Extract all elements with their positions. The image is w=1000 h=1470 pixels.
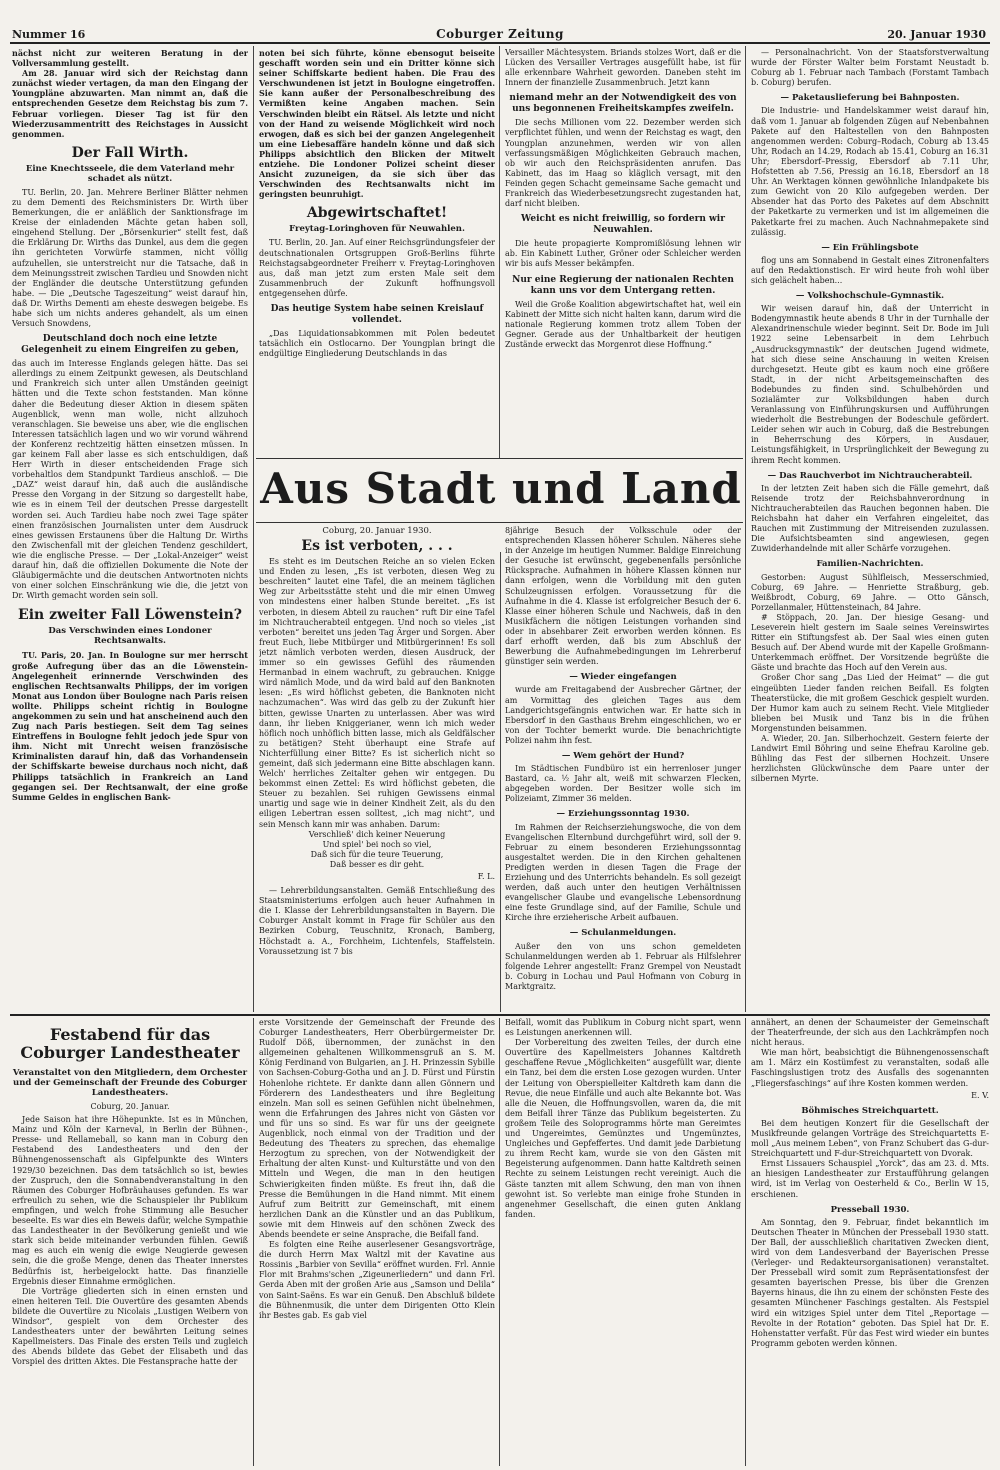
- article-text: Jede Saison hat ihre Höhepunkte. Ist es in München, Mainz und Köln der Karneval, in Berlin der Bühnen-, Presse- und Rellameball, so kann man in Coburg den Festabend des Landestheaters und den der Bühnengenossenschaft als Gipfelpunkte des Winters 1929/30 bezeichnen. Das dem tatsächlich so ist, bewies der Zuspruch, den die Sonnabendveranstaltung in den Räumen des Coburger Hofbräuhauses gefunden. Es war erfreulich zu sehen, wie die Schauspieler ihr Publikum empfingen, und welch frohe Stimmung alle Besucher beseelte. Es war dies ein Beweis dafür, welche Sympathie das Landestheater in der Bevölkerung genießt und wie stark sich beide miteinander verbunden fühlen. Gewiß mag es auch ein wenig die ewige Neugierde gewesen sein, die die große Menge, denen das Theater innerstes Bedürfnis ist, herbeigelockt hatte. Das finanzielle Ergebnis dieser Einnahme ermöglichen.: [12, 1115, 248, 1286]
- headline-wieder-eingefangen: — Wieder eingefangen: [569, 672, 677, 683]
- article-text: A. Wieder, 20. Jan. Silberhochzeit. Gestern feierte der Landwirt Emil Böhring und seine Ehefrau Karoline geb. Bühling das Fest der silbernen Hochzeit. Unsere herzlichsten Glückwünsche dem Paare unter der silbernen Myrte.: [751, 734, 989, 784]
- article-text: Großer Chor sang „Das Lied der Heimat“ — die gut eingeübten Lieder fanden reichen Beifall. Es folgten Theaterstücke, die mit großem Geschick gespielt wurden. Der Humor kam auch zu seinem Recht. Viele Mitglieder blieben bei Musik und Tanz bis in die frühen Morgenstunden beisammen.: [751, 673, 989, 733]
- article-text: Im Rahmen der Reichserziehungswoche, die von dem Evangelischen Elternbund durchgeführt wird, soll der 9. Februar zu einem besonderen Erziehungssonntag ausgestaltet werden. Die in den Kirchen gehaltenen Predigten werden in diesen Tagen die Frage der Erziehung und des Unterrichts behandeln. Es soll gezeigt werden, daß auch unter den heutigen Verhältnissen evangelischer Glaube und evangelische Lebensordnung eine feste Grundlage sind, auf der Familie, Schule und Kirche ihre erzieherische Arbeit aufbauen.: [505, 822, 741, 923]
- article-text: erste Vorsitzende der Gemeinschaft der Freunde des Coburger Landestheaters, Herr Oberbürgermeister Dr. Rudolf Döß, übernommen, der zunächst in den allgemeinen gehaltenen Willkommensgruß an S. M. König Ferdinand von Bulgarien, an J. H. Prinzessin Sybille von Sachsen-Coburg-Gotha und an J. D. Fürst und Fürstin Hohenlohe richtete. Er dankte dann allen Gönnern und Förderern des Landestheaters und ihre Begleitung einzeln. Man soll es seinen Gefühlen nicht übelnehmen, wenn die Erfahrungen des Jahres nicht von Gästen vor und für uns so sind. Es war für uns der geeignete Augenblick, noch einmal von der Tradition und der Bedeutung des Theaters zu sprechen, das ehemalige Herzogtum zu sprechen, von der Notwendigkeit der Erhaltung der alten Kunst- und Kulturstätte und von den Mitteln und Wegen, die man in den heutigen Schwierigkeiten finden müßte. Es freut ihn, daß die Presse die Bemühungen in die Hand nimmt. Mit einem Aufruf zum Beitritt zur Gemeinschaft, mit einem herzlichen Dank an die Künstler und an das Publikum, sowie mit dem Hinweis auf den schönen Zweck des Abends beendete er seine Ansprache, die Beifall fand.: [259, 1018, 495, 1239]
- article-text: 8jährige Besuch der Volksschule oder der entsprechenden Klassen höherer Schulen. Näheres siehe in der Anzeige im heutigen Nummer. Baldige Einreichung der Gesuche ist erwünscht, gegebenenfalls persönliche Rücksprache. Aufnahmen in höhere Klassen können nur dann erfolgen, wenn die Vorbildung mit den guten Schulzeugnissen erfolgen. Voraussetzung für die Aufnahme in die 4. Klasse ist erfolgreicher Besuch der 6. Klasse einer höheren Schule und Nachweis, daß in den Musikfächern die nötigen Leistungen vorhanden sind oder in absehbarer Zeit erworben werden können. Es darf erhofft werden, daß bis zum Abschluß der Bewerbung die Aufnahmebedingungen im Lehrerberuf günstiger sein werden.: [505, 526, 741, 667]
- bottom-section-rule: [10, 1014, 990, 1016]
- section-title-aus-stadt-und-land: Aus Stadt und Land: [260, 464, 742, 513]
- headline-volkshochschule: — Volkshochschule-Gymnastik.: [795, 291, 945, 302]
- article-text: Der Vorbereitung des zweiten Teiles, der durch eine Ouvertüre des Kapellmeisters Johannes Kaltdreth geschaffene Revue „Möglichkeiten“ ausgefüllt war, diente ein Tanz, bei dem die ersten Lose gezogen wurden. Unter der Leitung von Oberspielleiter Kaltdreth kam dann die Revue, die neue Einfälle und auch alte Bekannte bot. Was alle die Neuen, die Hoffnungsvollen, waren da, die mit dem Beifall ihrer Tänze das Publikum begeisterten. Zu großem Teile des Soloprogramms hörte man Gereimtes und Ungereimtes, Gemünztes und Ungemünztes, Ungleiches und Gepfeffertes. Und damit jede Darbietung zu ihrem Recht kam, wurde sie von den Gästen mit Begeisterung aufgenommen. Dann hatte Kaltdreth seinen Rechte zu seinem Leistungen recht vereinigt. Auch die Gäste tanzten mit allem Schwung, den man von ihnen gewohnt ist. So verlebte man einige frohe Stunden in angenehmer Gesellschaft, die einen guten Anklang fanden.: [505, 1038, 741, 1219]
- article-text: Wie man hört, beabsichtigt die Bühnengenossenschaft am 1. März ein Kostümfest zu veranstalten, sodaß alle Faschingslustigen trotz des Ausfalls des sogenannten „Fliegersfaschings“ auf ihre Kosten kommen werden.: [751, 1048, 989, 1088]
- column-rule: [499, 1018, 500, 1466]
- headline-loewenstein: Ein zweiter Fall Löwenstein?: [18, 607, 242, 624]
- headline-paketauslieferung: — Paketauslieferung bei Bahnposten.: [780, 93, 960, 104]
- bottom-column-1: [12, 1018, 248, 1466]
- article-text: TU. Berlin, 20. Jan. Auf einer Reichsgründungsfeier der deutschnationalen Ortsgruppen Groß-Berlins führte Reichstagsabgeordneter Freiherr v. Freytag-Loringhoven aus, daß man jetzt zum ersten Male seit dem Zusammenbruch der Zukunft hoffnungsvoll entgegensehen dürfe.: [259, 238, 495, 298]
- article-text: In der letzten Zeit haben sich die Fälle gemehrt, daß Reisende trotz der Reichsbahnverordnung in Nichtraucherabteilen das Rauchen begonnen haben. Die Reichsbahn hat daher ein Verfahren eingeleitet, das Rauchen mit Zustimmung der Mitreisenden zuzulassen. Die Aufsichtsbeamten sind angewiesen, gegen Zuwiderhandelnde mit aller Schärfe vorzugehen.: [751, 483, 989, 554]
- headline-fruehlingsbote: — Ein Frühlingsbote: [821, 242, 919, 253]
- article-text: — Personalnachricht. Von der Staatsforstverwaltung wurde der Förster Walter beim Forstamt Neustadt b. Coburg ab 1. Februar nach Tambach (Forstamt Tambach b. Coburg) berufen.: [751, 48, 989, 88]
- article-text: annähert, an denen der Schaumeister der Gemeinschaft der Theaterfreunde, der sich aus den Lachkrämpfen noch nicht heraus.: [751, 1018, 989, 1048]
- column-rule: [745, 46, 746, 1012]
- headline-schulanmeldungen: — Schulanmeldungen.: [569, 928, 677, 939]
- center-column-left: [259, 526, 495, 1010]
- article-text: Bei dem heutigen Konzert für die Gesellschaft der Musikfreunde gelangen Vorträge des Streichquartetts E-moll „Aus meinem Leben“, von Franz Schubert das G-dur-Streichquartett und F-dur-Streichquartett von Dvorak.: [751, 1118, 989, 1159]
- article-text: Versailler Mächtesystem. Briands stolzes Wort, daß er die Lücken des Versailler Vertrages ausgefüllt habe, ist für alle erkennbare Wahrheit geworden. Daneben steht im Innern der finanzielle Zusammenbruch. Jetzt kann: [505, 48, 741, 88]
- subheadline: Das Verschwinden eines Londoner Rechtsanwalts.: [48, 626, 212, 647]
- article-text: Im Städtischen Fundbüro ist ein herrenloser junger Bastard, ca. ½ Jahr alt, weiß mit schwarzen Flecken, abgegeben worden. Der Besitzer wolle sich im Polizeiamt, Zimmer 36 melden.: [505, 764, 741, 804]
- poem-line: Daß besser es dir geht.: [329, 859, 425, 869]
- headline-rauchverbot: — Das Rauchverbot im Nichtraucherabteil.: [767, 470, 973, 481]
- headline-familien-nachrichten: Familien-Nachrichten.: [816, 559, 924, 570]
- newspaper-title: Coburger Zeitung: [436, 27, 564, 41]
- bold-statement: niemand mehr an der Notwendigkeit des von uns begonnenen Freiheitskampfes zweifeln.: [509, 93, 737, 115]
- bold-statement: Das heutige System habe seinen Kreislauf vollendet.: [270, 303, 484, 325]
- page-header: [0, 20, 1000, 42]
- headline-streichquartett: Böhmisches Streichquartett.: [801, 1105, 939, 1116]
- article-text: nächst nicht zur weiteren Beratung in der Vollversammlung gestellt.: [12, 48, 248, 69]
- issue-number: Nummer 16: [12, 28, 86, 41]
- dateline: Coburg, 20. Januar.: [90, 1102, 170, 1111]
- headline-festabend: Festabend für das Coburger Landestheater: [20, 1025, 240, 1062]
- subheadline: Eine Knechtsseele, die dem Vaterland mehr schadet als nützt.: [25, 163, 235, 184]
- poem-line: Daß sich für die teure Teuerung,: [310, 849, 444, 859]
- article-text: — Lehrerbildungsanstalten. Gemäß Entschließung des Staatsministeriums erfolgen auch heuer Aufnahmen in die I. Klasse der Lehrerbildungsanstalten in Bayern. Die Coburger Anstalt kommt in Frage für Schüler aus den Bezirken Coburg, Teuschnitz, Kronach, Bamberg, Höchstadt a. A., Forchheim, Lichtenfels, Staffelstein. Voraussetzung ist 7 bis: [259, 886, 495, 956]
- headline-fall-wirth: Der Fall Wirth.: [71, 144, 189, 161]
- headline-abgewirtschaftet: Abgewirtschaftet!: [306, 205, 448, 222]
- header-rule: [10, 42, 990, 44]
- headline-wem-gehoert-der-hund: — Wem gehört der Hund?: [561, 750, 685, 761]
- column-1: [12, 48, 248, 1010]
- headline-es-ist-verboten: Es ist verboten, . . .: [301, 538, 453, 555]
- signature: F. L.: [477, 872, 495, 881]
- article-text: Ernst Lissauers Schauspiel „Yorck“, das am 23. d. Mts. an hiesigen Landestheater zur Erstaufführung gelangen wird, ist im Verlag von Oesterheld & Co., Berlin W 15, erschienen.: [751, 1159, 989, 1199]
- signature: E. V.: [971, 1090, 989, 1100]
- column-rule: [499, 46, 500, 458]
- article-text: Es folgten eine Reihe auserlesener Gesangsvorträge, die durch Herrn Max Waltzl mit der Kavatine aus Rossinis „Barbier von Sevilla“ eröffnet wurden. Frl. Annie Flor mit Brahms'schen „Zigeunerliedern“ und dann Frl. Gerda Aben mit der großen Arie aus „Samson und Delila“ von Saint-Saëns. Es war ein Genuß. Den Abschluß bildete die Bühnenmusik, die unter dem Dirigenten Otto Klein ihr Bestes gab. Es gab viel: [259, 1240, 495, 1320]
- poem-line: Verschließ' dich keiner Neuerung: [308, 829, 446, 839]
- article-text: Weil die Große Koalition abgewirtschaftet hat, weil ein Kabinett der Mitte sich nicht halten kann, darum wird die nationale Regierung kommen trotz allem Toben der Gegner. Gerade aus der Unhaltbarkeit der heutigen Zustände erweckt das Morgenrot diese Hoffnung.“: [505, 299, 741, 349]
- article-text: Es steht es im Deutschen Reiche an so vielen Ecken und Enden zu lesen, „Es ist verboten, diesen Weg zu beschreiten“ lautet eine Tafel, die an meinem täglichen Weg zur Arbeitsstätte steht und die mir einen Umweg von mindestens einer halben Stunde bereitet. „Es ist verboten, in diesem Abteil zu rauchen“ ruft Dir eine Tafel im Nichtraucherabteil entgegen. Und noch so vieles „ist verboten“ bereitet uns jeden Tag Ärger und Sorgen. Aber freut Euch, liebe Mitbürger und Mitbürgerinnen! Es soll jetzt nämlich verboten werden, diesen Ausdruck, der immer so ein gewisses Gefühl des räumenden Hermanbad in einem wachruft, zu gebrauchen. Knigge wird nämlich Mode, und da wird bald auf den Banknoten lesen: „Es wird höflichst gebeten, die Banknoten nicht nachzumachen“. Was wird das gelb zu der Zukunft hier bitten, gewisse Unarten zu unterlassen. Aber was wird dann, ihr lieben Kniggerianer, wenn ich mich weder höflich noch unhöflich bitten lasse, mich als Geldfälscher zu betätigen? Steht überhaupt eine Strafe auf Nichterfüllung einer Bitte? Es ist sicherlich nicht so gemeint, daß sich jedermann eine Bitte abschlagen kann. Welch' herrliches Zeitalter gehen wir entgegen. Du bekommst einen Zettel: Es wird höflichst gebeten, die Steuer zu bezahlen. Sei ruhigen Gewissens einmal unartig und sage wie in deiner Kindheit Zeit, als du den eiligen Lebertran essen solltest, „ich mag nicht“, und sein Mensch kann mir was anhaben. Darum:: [259, 557, 495, 829]
- subheadline: Freytag-Loringhoven für Neuwahlen.: [289, 224, 465, 235]
- article-text: Gestorben: August Sühlfleisch, Messerschmied, Coburg, 69 Jahre. — Henriette Straßburg, geb. Weißbrodt, Coburg, 69 Jahre. — Otto Gänsch, Porzellanmaler, Hüttensteinach, 84 Jahre.: [751, 572, 989, 612]
- issue-date: 20. Januar 1930: [887, 28, 986, 41]
- article-text: Die sechs Millionen vom 22. Dezember werden sich verpflichtet fühlen, und wenn der Reichstag es wagt, den Youngplan anzunehmen, werden wir von allen verfassungsmäßigen Möglichkeiten Gebrauch machen, ob wir auch den Reichspräsidenten anrufen. Das Kabinett, das im Haag so kläglich versagt, mit den Feinden gegen Schacht gemeinsame Sache gemacht und Frankreich das Wiederbesetzungsrecht zugestanden hat, darf nicht bleiben.: [505, 118, 741, 209]
- bottom-column-4: [751, 1018, 989, 1466]
- column-rule: [500, 552, 501, 1012]
- article-text: wurde am Freitagabend der Ausbrecher Gärtner, der am Vormittag des gleichen Tages aus dem Landgerichtsgefängnis entwichen war. Er hatte sich in Ebersdorf in den Gasthaus Brehm eingeschlichen, wo er von der Tochter bemerkt wurde. Die benachrichtigte Polizei nahm ihn fest.: [505, 685, 741, 745]
- bottom-column-3: [505, 1018, 741, 1466]
- article-text: Wir weisen darauf hin, daß der Unterricht in Bodengymnastik heute abends 8 Uhr in der Turnhalle der Alexandrinenschule wieder beginnt. Seit Dr. Bode im Juli 1922 seine Lebensarbeit in dem Lehrbuch „Ausdrucksgymnastik“ der deutschen Jugend widmete, hat sich diese seine Anschauung in weiten Kreisen durchgesetzt. Heute gibt es kaum noch eine größere Stadt, in der nicht Arbeitsgemeinschaften des Bodebundes zu finden sind. Schulbehörden und Sozialämter zur Volksbildungen haben durch Veranlassung von Einführungskursen und Aufführungen wiederholt die Bestrebungen der Bodeschule gefördert. Leider sehen wir auch in Coburg, daß die Bestrebungen in Beherrschung des Körpers, in Ausdauer, Leistungsfähigkeit, in Ursprünglichkeit der Bewegung zu ihrem Recht kommen.: [751, 304, 989, 465]
- center-column-right: [505, 526, 741, 1010]
- article-text: das auch im Interesse Englands gelegen hätte. Das sei allerdings zu einem Zeitpunkt gewesen, als Deutschland und Frankreich sich unter allen Umständen geeinigt hätten und die Texte schon feststanden. Man könne daher die Bedeutung dieser Aktion in diesem späten Augenblick, wenn man wolle, nicht allzuhoch veranschlagen. Sie beweise uns aber, wie die englischen Interessen tatsächlich lagen und wo wir vorund während der Konferenz rechtzeitig hätten einsetzen müssen. In gar keinem Fall aber lasse es sich entschuldigen, daß Herr Wirth in dieser entscheidenden Frage sich vorbehaltlos dem Standpunkt Tardieus anschloß. — Die „DAZ“ weist darauf hin, daß auch die ausländische Presse den Vorgang in der Sitzung so dargestellt habe, wie es in einem Teil der deutschen Presse dargestellt worden sei. Auch Tardieu habe noch zwei Tage später einen französischen Journalisten unter dem Ausdruck eines gewissen Erstaunens über die Haltung Dr. Wirths den Zwischenfall mit der gleichen Tendenz geschildert, wie die englische Presse. — Der „Lokal-Anzeiger“ weist darauf hin, daß die offiziellen Dokumente die Note der Gläubigermächte und die deutschen Antwortnoten nichts von einer solchen Einschränkung wie die, die jetzt von Dr. Wirth gemacht worden sein soll.: [12, 359, 248, 601]
- article-text: TU. Paris, 20. Jan. In Boulogne sur mer herrscht große Aufregung über das an die Löwenstein-Angelegenheit erinnernde Verschwinden des englischen Rechtsanwalts Philipps, der im vorigen Monat aus London über Boulogne nach Paris reisen wollte. Philipps scheint richtig in Boulogne angekommen zu sein und hat anscheinend auch den Zug nach Paris bestiegen. Seit dem Tag seines Eintreffens in Boulogne fehlt jedoch jede Spur von ihm. Nicht mit Unrecht weisen französische Kriminalisten darauf hin, daß das Vorhandensein der Schiffskarte beweise durchaus noch nicht, daß Philipps tatsächlich in Frankreich an Land gegangen sei. Der Rechtsanwalt, der eine große Summe Geldes in englischen Bank-: [12, 650, 248, 802]
- article-text: Außer den von uns schon gemeldeten Schulanmeldungen werden ab 1. Februar als Hilfslehrer folgende Lehrer angestellt: Franz Grempel von Neustadt b. Coburg in Lochau und Paul Hofmann von Coburg in Marktgraitz.: [505, 941, 741, 991]
- column-rule: [745, 1018, 746, 1466]
- article-text: noten bei sich führte, könne ebensogut beiseite geschafft worden sein und ein Dritter könne sich seiner Schiffskarte bedient haben. Die Frau des Verschwundenen ist jetzt in Boulogne eingetroffen. Sie kann außer der Personalbeschreibung des Vermißten keine Angaben machen. Sein Verschwinden bleibt ein Rätsel. Als letzte und nicht von der Hand zu weisende Möglichkeit wird noch erwogen, daß es sich bei der ganzen Angelegenheit um eine Liebesaffäre handeln könne und daß sich Philipps absichtlich den Blicken der Mitwelt entziehe. Die Londoner Polizei scheint dieser Ansicht zuzuneigen, da sie sich über das Verschwinden des Rechtsanwalts nicht im geringsten beunruhigt.: [259, 48, 495, 200]
- article-text: Am 28. Januar wird sich der Reichstag dann zunächst wieder vertagen, da man den Eingang der Youngpläne abzuwarten. Man nimmt an, daß die entsprechenden Gesetze dem Reichstag bis zum 7. Februar vorliegen. Dieser Tag ist für den Wiederzusammentritt des Reichstages in Aussicht genommen.: [12, 68, 248, 139]
- dateline: Coburg, 20. Januar 1930.: [322, 526, 432, 536]
- subheadline: Veranstaltet von den Mitgliedern, dem Orchester und der Gemeinschaft der Freunde des Coburger Landestheaters.: [12, 1068, 248, 1098]
- bold-statement: Deutschland doch noch eine letzte Gelegenheit zu einem Eingreifen zu geben,: [21, 334, 239, 356]
- section-rule: [256, 458, 743, 459]
- bold-statement: Weicht es nicht freiwillig, so fordern wir Neuwahlen.: [521, 214, 725, 236]
- article-text: Am Sonntag, den 9. Februar, findet bekanntlich im Deutschen Theater in München der Presseball 1930 statt. Der Ball, der ausschließlich charitativen Zwecken dient, wird von dem Landesverband der Bayerischen Presse (Verleger- und Redakteursorganisationen) veranstaltet. Der Presseball wird somit zum Repräsentationsfest der gesamten bayerischen Presse, bis über die Grenzen Bayerns hinaus, die ihn zu einem der schönsten Feste des gesamten Münchener Faschings gestalten. Als Festspiel wird ein witziges Spiel unter dem Titel „Reportage — Revolte in der Rotation“ geboten. Das Spiel hat Dr. E. Hohenstatter verfaßt. Für das Fest wird wieder ein buntes Programm geboten werden können.: [751, 1217, 989, 1348]
- bottom-column-2: [259, 1018, 495, 1466]
- article-text: Beifall, womit das Publikum in Coburg nicht spart, wenn es Leistungen anerkennen will.: [505, 1018, 741, 1038]
- article-text: Die heute propagierte Kompromißlösung lehnen wir ab. Ein Kabinett Luther, Gröner oder Schleicher werden wir bis aufs Messer bekämpfen.: [505, 239, 741, 269]
- bold-statement: Nur eine Regierung der nationalen Rechten kann uns vor dem Untergang retten.: [512, 274, 734, 296]
- article-text: „Das Liquidationsabkommen mit Polen bedeutet tatsächlich ein Ostlocarno. Der Youngplan bringt die endgültige Eingliederung Deutschlands in das: [259, 328, 495, 359]
- column-2: [259, 48, 495, 454]
- article-text: TU. Berlin, 20. Jan. Mehrere Berliner Blätter nehmen zu dem Dementi des Reichsministers Dr. Wirth über Bemerkungen, die er anläßlich der Sanktionsfrage im Kreise der einladenden Mächte getan haben soll, eingehend Stellung. Der „Börsenkurier“ stellt fest, daß die Erklärung Dr. Wirths das Dunkel, aus dem die gegen ihn gerichteten Vorwürfe stammen, nicht völlig aufzuhellen, sie unterstreicht nur die Tatsache, daß in dem Meinungsstreit zwischen Tardieu und Snowden nicht der Engländer die deutsche Unterstützung gefunden habe. — Die „Deutsche Tageszeitung“ weist darauf hin, daß Dr. Wirths Dementi am eheste deswegen beigebe. Es habe sich um nichts anderes gehandelt, als um einen Versuch Snowdens,: [12, 187, 248, 329]
- section-rule: [256, 522, 743, 523]
- poem-line: Und spiel' bei noch so viel,: [322, 839, 432, 849]
- article-text: # Stöppach, 20. Jan. Der hiesige Gesang- und Leseverein hielt gestern im Saale seines Vereinswirtes Ritter ein Stiftungsfest ab. Der Saal wies einen guten Besuch auf. Der Abend wurde mit der Kapelle Großmann-Unterkemmach eröffnet. Der Vorsitzende begrüßte die Gäste und brachte das Hoch auf den Verein aus.: [751, 612, 989, 673]
- article-text: flog uns am Sonnabend in Gestalt eines Zitronenfalters auf den Redaktionstisch. Er wird heute froh wohl über sich gelächelt haben...: [751, 255, 989, 285]
- article-text: Die Vorträge gliederten sich in einen ernsten und einen heiteren Teil. Die Ouvertüre des gesamten Abends bildete die Ouvertüre zu Nicolais „Lustigen Weibern von Windsor“, gespielt von dem Orchester des Landestheaters unter der bewährten Leitung seines Kapellmeisters. Das Finale des ersten Teils und zugleich des Abends bildete das Gebet der Elisabeth und das Vorspiel des dritten Aktes. Die Festansprache hatte der: [12, 1286, 248, 1367]
- column-4: [751, 48, 989, 1010]
- article-text: Die Industrie- und Handelskammer weist darauf hin, daß vom 1. Januar ab folgenden Zügen auf Nebenbahnen Pakete auf den Haltestellen von den Bahnposten angenommen werden: Coburg–Rodach, Coburg ab 13.45 Uhr, Rodach an 14.29, Rodach ab 15.41, Coburg an 16.31 Uhr; Ebersdorf–Pressig, Ebersdorf ab 7.11 Uhr, Hofstetten ab 7.56, Pressig an 16.18, Ebersdorf an 18 Uhr. An Werktagen können gewöhnliche Inlandpakete bis zum Gewicht von 20 Kilo aufgegeben werden. Der Absender hat das Porto des Paketes auf dem Abschnitt der Paketkarte zu vermerken und ist im allgemeinen die Paketkarte frei zu machen. Auch Nachnahmepakete sind zulässig.: [751, 106, 989, 237]
- headline-erziehungssonntag: — Erziehungssonntag 1930.: [556, 809, 690, 820]
- column-3: [505, 48, 741, 454]
- headline-presseball: Presseball 1930.: [830, 1204, 910, 1215]
- column-rule: [253, 1018, 254, 1466]
- column-rule: [253, 46, 254, 1012]
